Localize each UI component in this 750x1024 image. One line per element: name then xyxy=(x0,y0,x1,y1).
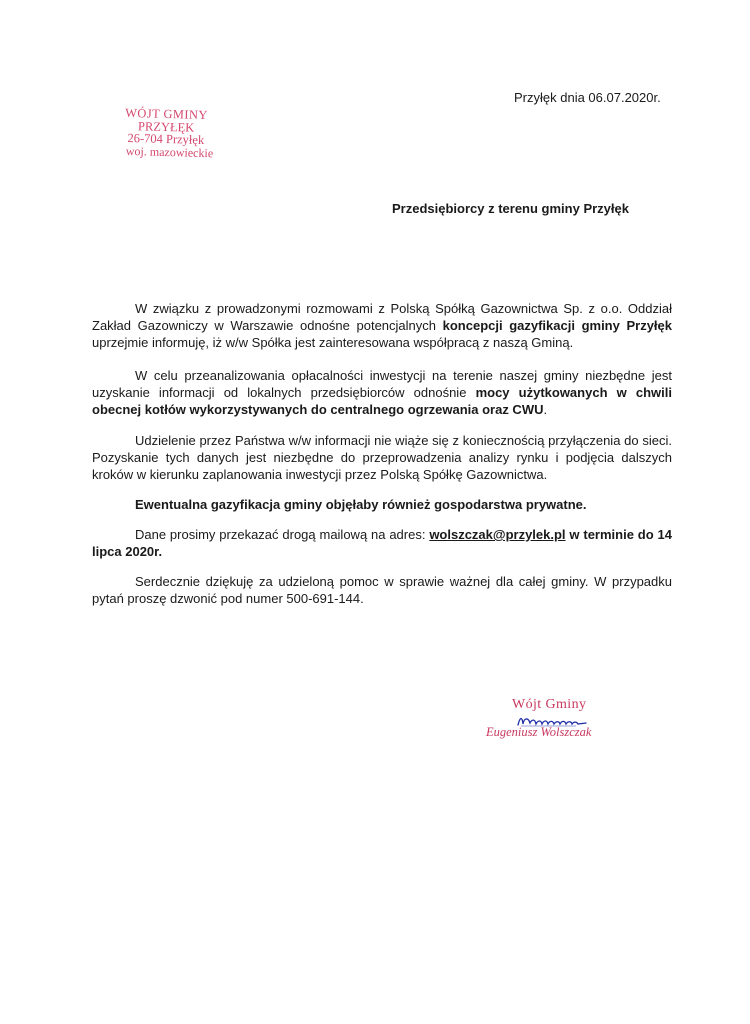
paragraph-2-text-a: W celu przeanalizowania opłacalności inwestycji na terenie naszej gminy niezbędne jest uzyskanie informacji od lokalnych przedsiębiorców odnośnie xyxy=(92,368,672,400)
paragraph-1-bold: koncepcji gazyfikacji gminy Przyłęk xyxy=(442,318,672,333)
official-stamp xyxy=(103,106,228,159)
stamp-line-title: WÓJT GMINY xyxy=(125,105,208,123)
stamp-line-voivodeship: woj. mazowieckie xyxy=(125,143,214,160)
paragraph-5 xyxy=(92,526,672,560)
addressee: Przedsiębiorcy z terenu gminy Przyłęk xyxy=(392,201,629,216)
signature-block xyxy=(486,697,636,740)
paragraph-1-text-a: W związku z prowadzonymi rozmowami z Polską Spółką Gazownictwa Sp. z o.o. Oddział Zakład Gazowniczy w Warszawie odnośne potencjalnych xyxy=(92,301,672,333)
paragraph-1 xyxy=(92,300,672,351)
paragraph-4 xyxy=(92,496,672,513)
paragraph-2 xyxy=(92,367,672,418)
paragraph-2-text-c: . xyxy=(543,402,548,417)
paragraph-2-bold: mocy użytkowanych w chwili obecnej kotłów wykorzystywanych do centralnego ogrzewania oraz CWU xyxy=(92,385,672,417)
letter-date: Przyłęk dnia 06.07.2020r. xyxy=(514,90,661,105)
signature-title: Wójt Gminy xyxy=(512,697,587,712)
paragraph-3: Udzielenie przez Państwa w/w informacji nie wiąże się z koniecznością przyłączenia do sieci. Pozyskanie tych danych jest niezbędne do przeprowadzenia analizy rynku i podjęcia dalszych kroków w kierunku zaplanowania inwestycji przez Polską Spółkę Gazownictwa. xyxy=(92,433,672,482)
paragraph-5-deadline: w terminie do 14 lipca 2020r. xyxy=(92,527,672,559)
stamp-line-postal: 26-704 Przyłęk xyxy=(127,130,205,147)
paragraph-5-text-a: Dane prosimy przekazać drogą mailową na adres: xyxy=(135,527,430,542)
signatory-name: Eugeniusz Wolszczak xyxy=(486,725,592,739)
letter-body xyxy=(92,300,672,621)
paragraph-4-bold: Ewentualna gazyfikacja gminy objęłaby również gospodarstwa prywatne. xyxy=(135,497,587,512)
paragraph-1-text-c: uprzejmie informuję, iż w/w Spółka jest zainteresowana współpracą z naszą Gminą. xyxy=(92,335,574,350)
paragraph-6: Serdecznie dziękuję za udzieloną pomoc w sprawie ważnej dla całej gminy. W przypadku pytań proszę dzwonić pod numer 500-691-144. xyxy=(92,574,672,606)
email-link[interactable]: wolszczak@przylek.pl xyxy=(429,527,566,542)
stamp-line-municipality: PRZYŁĘK xyxy=(137,118,195,135)
